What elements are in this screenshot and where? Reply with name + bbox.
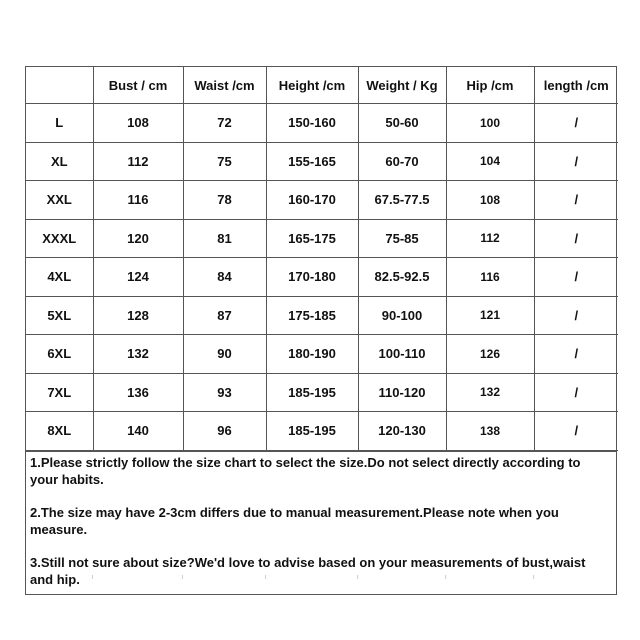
cell-length: /: [534, 181, 618, 220]
cell-hip: 108: [446, 181, 534, 220]
cell-waist: 87: [183, 296, 266, 335]
table-row: [26, 104, 618, 143]
cell-height: 165-175: [266, 219, 358, 258]
header-size: [26, 67, 93, 104]
cell-weight: 120-130: [358, 412, 446, 451]
cell-size: XXL: [26, 181, 93, 220]
cell-size: 6XL: [26, 335, 93, 374]
cell-waist: 75: [183, 142, 266, 181]
header-bust: Bust / cm: [93, 67, 183, 104]
cell-hip: 121: [446, 296, 534, 335]
cell-hip: 126: [446, 335, 534, 374]
cell-hip: 104: [446, 142, 534, 181]
cell-hip: 132: [446, 373, 534, 412]
cell-size: XXXL: [26, 219, 93, 258]
cell-bust: 140: [93, 412, 183, 451]
cell-waist: 81: [183, 219, 266, 258]
cell-weight: 90-100: [358, 296, 446, 335]
cell-bust: 112: [93, 142, 183, 181]
cell-hip: 112: [446, 219, 534, 258]
cell-length: /: [534, 104, 618, 143]
table-row: [26, 219, 618, 258]
cell-waist: 78: [183, 181, 266, 220]
cell-waist: 84: [183, 258, 266, 297]
note-3: 3.Still not sure about size?We'd love to advise based on your measurements of bust,waist and hip.: [30, 554, 586, 587]
cell-size: XL: [26, 142, 93, 181]
cell-weight: 82.5-92.5: [358, 258, 446, 297]
header-weight: Weight / Kg: [358, 67, 446, 104]
size-table: [26, 67, 618, 451]
table-row: [26, 412, 618, 451]
note-1: 1.Please strictly follow the size chart to select the size.Do not select directly according to your habits.: [30, 454, 581, 487]
cell-waist: 93: [183, 373, 266, 412]
cell-size: 4XL: [26, 258, 93, 297]
cell-bust: 132: [93, 335, 183, 374]
cell-size: 8XL: [26, 412, 93, 451]
cell-length: /: [534, 142, 618, 181]
table-row: [26, 373, 618, 412]
header-hip: Hip /cm: [446, 67, 534, 104]
cell-bust: 120: [93, 219, 183, 258]
header-row: [26, 67, 618, 104]
cell-hip: 100: [446, 104, 534, 143]
table-row: [26, 142, 618, 181]
cell-height: 180-190: [266, 335, 358, 374]
cell-height: 150-160: [266, 104, 358, 143]
cell-weight: 100-110: [358, 335, 446, 374]
note-2: 2.The size may have 2-3cm differs due to manual measurement.Please note when you measure.: [30, 504, 559, 537]
cell-length: /: [534, 373, 618, 412]
table-row: [26, 335, 618, 374]
cell-size: 5XL: [26, 296, 93, 335]
cell-height: 170-180: [266, 258, 358, 297]
cell-length: /: [534, 258, 618, 297]
cell-weight: 67.5-77.5: [358, 181, 446, 220]
cell-length: /: [534, 335, 618, 374]
cell-weight: 50-60: [358, 104, 446, 143]
cell-height: 185-195: [266, 412, 358, 451]
header-height: Height /cm: [266, 67, 358, 104]
cell-bust: 108: [93, 104, 183, 143]
cell-weight: 60-70: [358, 142, 446, 181]
cell-height: 185-195: [266, 373, 358, 412]
cell-size: 7XL: [26, 373, 93, 412]
size-notes: [26, 451, 616, 594]
cell-weight: 110-120: [358, 373, 446, 412]
header-waist: Waist /cm: [183, 67, 266, 104]
bottom-tick-marks: [25, 575, 617, 579]
table-row: [26, 181, 618, 220]
cell-waist: 90: [183, 335, 266, 374]
table-row: [26, 296, 618, 335]
cell-waist: 96: [183, 412, 266, 451]
cell-length: /: [534, 219, 618, 258]
cell-bust: 124: [93, 258, 183, 297]
cell-hip: 116: [446, 258, 534, 297]
table-row: [26, 258, 618, 297]
cell-height: 155-165: [266, 142, 358, 181]
cell-waist: 72: [183, 104, 266, 143]
cell-bust: 128: [93, 296, 183, 335]
cell-size: L: [26, 104, 93, 143]
cell-length: /: [534, 296, 618, 335]
cell-weight: 75-85: [358, 219, 446, 258]
cell-hip: 138: [446, 412, 534, 451]
cell-height: 160-170: [266, 181, 358, 220]
cell-length: /: [534, 412, 618, 451]
size-chart: [25, 66, 617, 595]
header-length: length /cm: [534, 67, 618, 104]
cell-bust: 136: [93, 373, 183, 412]
cell-bust: 116: [93, 181, 183, 220]
cell-height: 175-185: [266, 296, 358, 335]
